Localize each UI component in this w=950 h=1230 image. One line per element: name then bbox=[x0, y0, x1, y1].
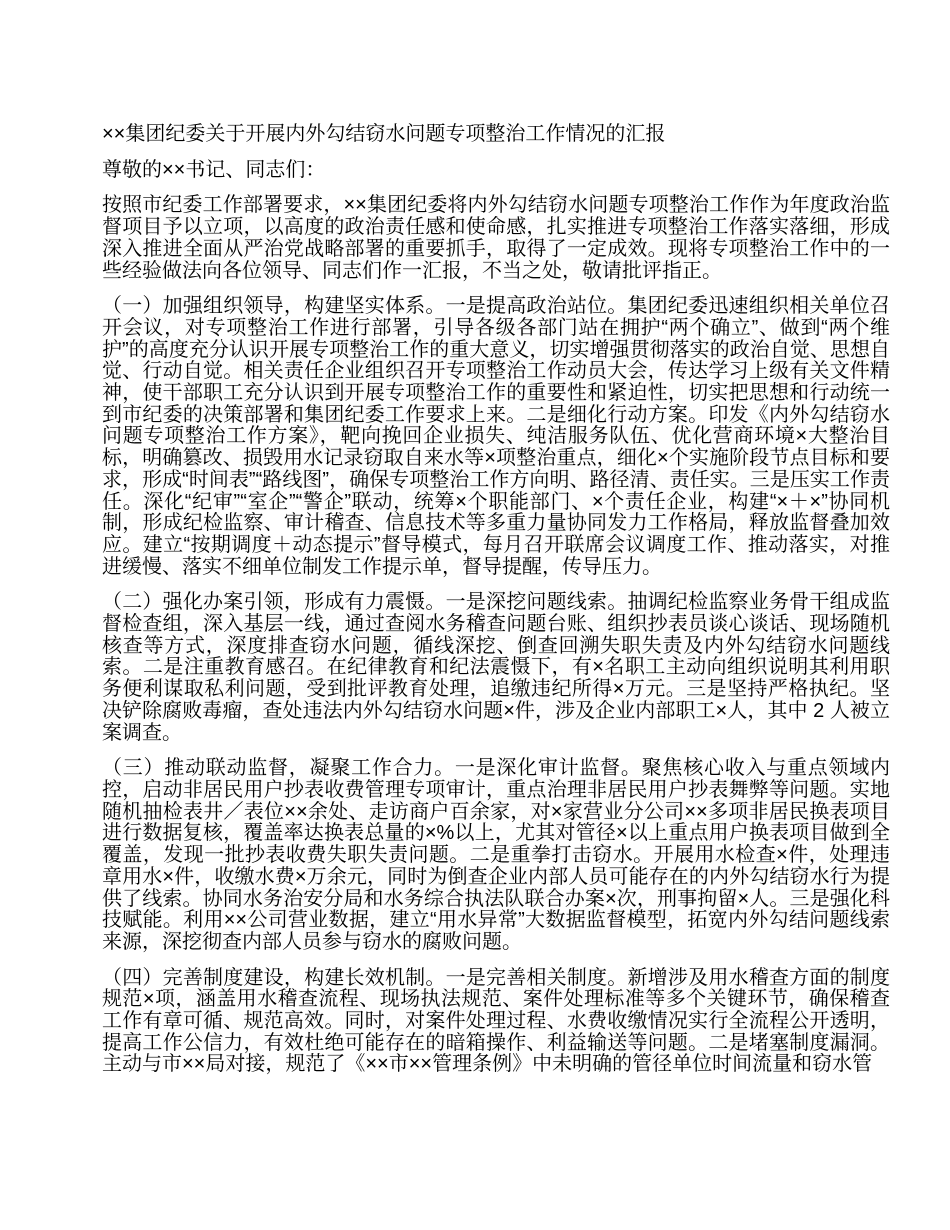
paragraph-section-1: （一）加强组织领导，构建坚实体系。一是提高政治站位。集团纪委迅速组织相关单位召开会议，对专项整治工作进行部署，引导各级各部门站在拥护“两个确立”、做到“两个维护”的高度充分认识开展专项整治工作的重大意义，切实增强贯彻落实的政治自觉、思想自觉、行动自觉。相关责任企业组织召开专项整治工作动员大会，传达学习上级有关文件精神，使干部职工充分认识到开展专项整治工作的重要性和紧迫性，切实把思想和行动统一到市纪委的决策部署和集团纪委工作要求上来。二是细化行动方案。印发《内外勾结窃水问题专项整治工作方案》，靶向挽回企业损失、纯洁服务队伍、优化营商环境×大整治目标，明确篡改、损毁用水记录窃取自来水等×项整治重点，细化×个实施阶段节点目标和要求，形成“时间表”“路线图”，确保专项整治工作方向明、路径清、责任实。三是压实工作责任。深化“纪审”“室企”“警企”联动，统筹×个职能部门、×个责任企业，构建“×＋×”协同机制，形成纪检监察、审计稽查、信息技术等多重力量协同发力工作格局，释放监督叠加效应。建立“按期调度＋动态提示”督导模式，每月召开联席会议调度工作、推动落实，对推进缓慢、落实不细单位制发工作提示单，督导提醒，传导压力。 bbox=[102, 295, 890, 578]
salutation: 尊敬的××书记、同志们： bbox=[102, 158, 326, 181]
document-page bbox=[102, 124, 890, 1090]
paragraph-section-2: （二）强化办案引领，形成有力震慑。一是深挖问题线索。抽调纪检监察业务骨干组成监督检查组，深入基层一线，通过查阅水务稽查问题台账、组织抄表员谈心谈话、现场随机核查等方式，深度排查窃水问题，循线深挖、倒查回溯失职失责及内外勾结窃水问题线索。二是注重教育感召。在纪律教育和纪法震慑下，有×名职工主动向组织说明其利用职务便利谋取私利问题，受到批评教育处理，追缴违纪所得×万元。三是坚持严格执纪。坚决铲除腐败毒瘤，查处违法内外勾结窃水问题×件，涉及企业内部职工×人，其中 2 人被立案调查。 bbox=[102, 591, 890, 744]
paragraph-intro: 按照市纪委工作部署要求，××集团纪委将内外勾结窃水问题专项整治工作作为年度政治监督项目予以立项，以高度的政治责任感和使命感，扎实推进专项整治工作落实落细，形成深入推进全面从严治党战略部署的重要抓手，取得了一定成效。现将专项整治工作中的一些经验做法向各位领导、同志们作一汇报，不当之处，敬请批评指正。 bbox=[102, 194, 890, 282]
document-title: ××集团纪委关于开展内外勾结窃水问题专项整治工作情况的汇报 bbox=[102, 123, 666, 145]
paragraph-section-3: （三）推动联动监督，凝聚工作合力。一是深化审计监督。聚焦核心收入与重点领域内控，启动非居民用户抄表收费管理专项审计，重点治理非居民用户抄表舞弊等问题。实地随机抽检表井／表位××余处、走访商户百余家，对×家营业分公司××多项非居民换表项目进行数据复核，覆盖率达换表总量的×%以上，尤其对管径×以上重点用户换表项目做到全覆盖，发现一批抄表收费失职失责问题。二是重拳打击窃水。开展用水检查×件，处理违章用水×件，收缴水费×万余元，同时为倒查企业内部人员可能存在的内外勾结窃水行为提供了线索。协同水务治安分局和水务综合执法队联合办案×次，刑事拘留×人。三是强化科技赋能。利用××公司营业数据，建立“用水异常”大数据监督模型，拓宽内外勾结问题线索来源，深挖彻查内部人员参与窃水的腐败问题。 bbox=[102, 757, 890, 953]
paragraph-section-4: （四）完善制度建设，构建长效机制。一是完善相关制度。新增涉及用水稽查方面的制度规范×项，涵盖用水稽查流程、现场执法规范、案件处理标准等多个关键环节，确保稽查工作有章可循、规范高效。同时，对案件处理过程、水费收缴情况实行全流程公开透明，提高工作公信力，有效杜绝可能存在的暗箱操作、利益输送等问题。二是堵塞制度漏洞。主动与市××局对接，规范了《××市××管理条例》中未明确的管径单位时间流量和窃水管 bbox=[102, 966, 890, 1076]
